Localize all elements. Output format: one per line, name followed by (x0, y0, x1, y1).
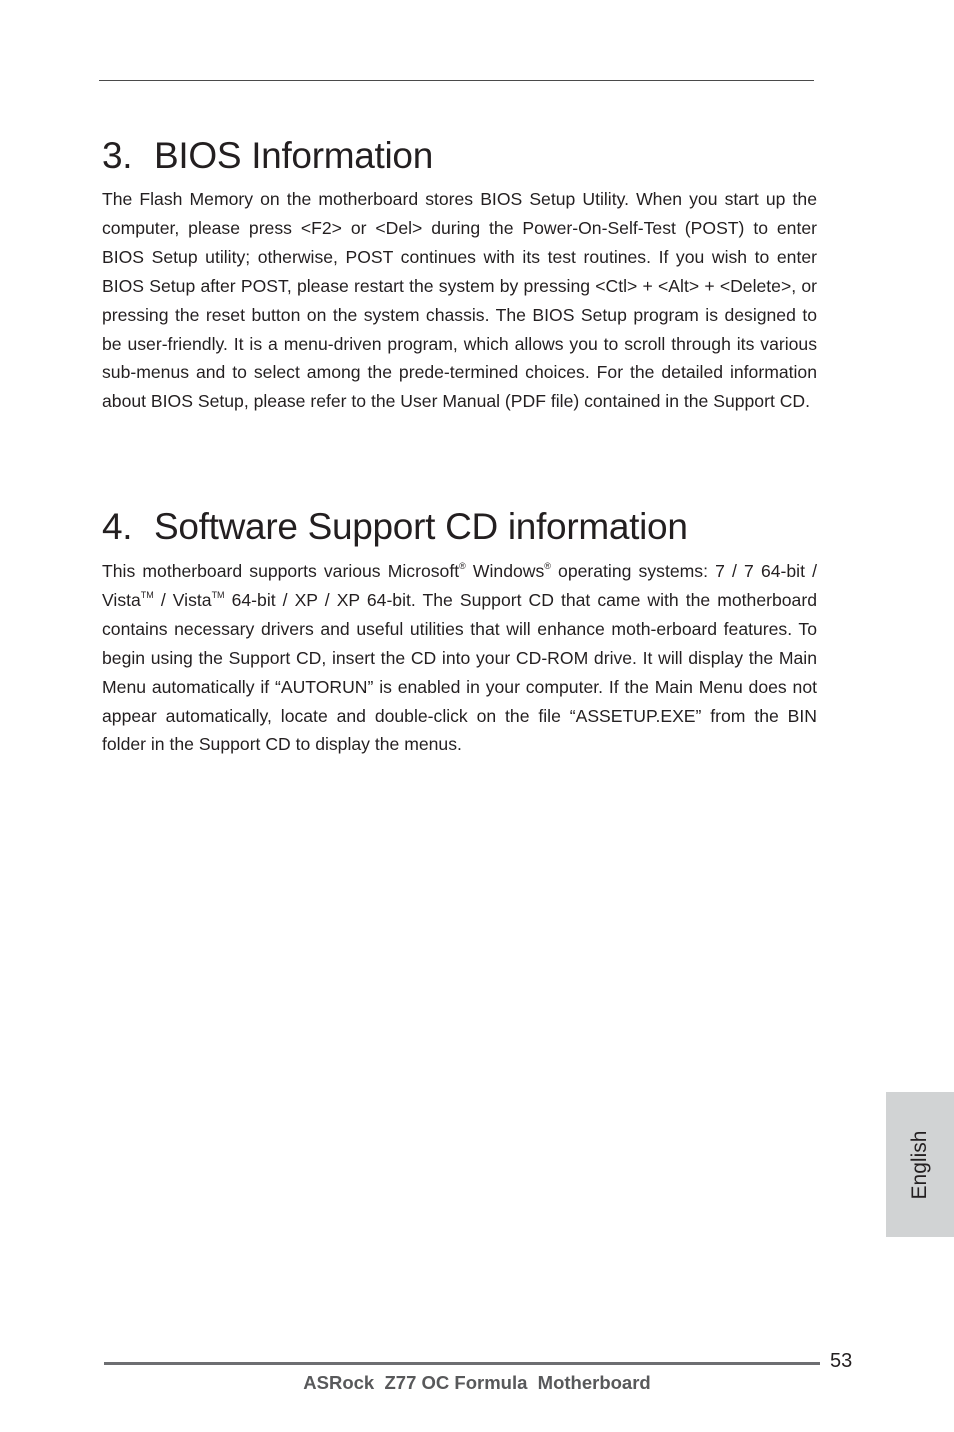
section-4-body (102, 557, 817, 759)
section-3-body: The Flash Memory on the motherboard stores BIOS Setup Utility. When you start up the computer, please press <F2> or <Del> during the Power-On-Self-Test (POST) to enter BIOS Setup utility; otherwise, POST continues with its test routines. If you wish to enter BIOS Setup after POST, please restart the system by pressing <Ctl> + <Alt> + <Delete>, or pressing the reset button on the system chassis. The BIOS Setup program is designed to be user-friendly. It is a menu-driven program, which allows you to scroll through its various sub-menus and to select among the prede-termined choices. For the detailed information about BIOS Setup, please refer to the User Manual (PDF file) contained in the Support CD. (102, 189, 817, 412)
registered-mark: ® (459, 561, 466, 571)
trademark-mark: TM (211, 589, 225, 600)
section-4-body-part-c: operating systems: 7 / 7 64-bit / Vista (102, 561, 817, 610)
registered-mark: ® (544, 561, 551, 571)
section-4-body-part-a: This motherboard supports various Microsoft (102, 561, 460, 581)
section-3-number: 3. (102, 135, 133, 176)
section-4-number: 4. (102, 506, 133, 547)
page-number: 53 (830, 1350, 853, 1372)
language-tab (886, 1092, 954, 1237)
section-3-title: BIOS Information (154, 135, 433, 176)
section-4-body-part-b: Windows (465, 561, 545, 581)
section-4-body-part-e: 64-bit / XP / XP 64-bit. The Support CD that came with the motherboard contains necessary drivers and useful utilities that will enhance moth-erboard features. To begin using the Support CD, insert the CD into your CD-ROM drive. It will display the Main Menu automatically if “AUTORUN” is enabled in your computer. If the Main Menu does not appear automatically, locate and double-click on the file “ASSETUP.EXE” from the BIN folder in the Support CD to display the menus. (102, 589, 817, 755)
section-4-heading (102, 508, 688, 545)
language-tab-label: English (908, 1130, 931, 1199)
section-4-title: Software Support CD information (154, 506, 688, 547)
section-3-heading (102, 137, 433, 174)
section-4-body-part-d: / Vista (153, 589, 212, 610)
footer-title: ASRock Z77 OC Formula Motherboard (303, 1372, 651, 1393)
trademark-mark: TM (140, 589, 154, 600)
header-rule (99, 80, 814, 81)
footer-rule (104, 1362, 820, 1365)
